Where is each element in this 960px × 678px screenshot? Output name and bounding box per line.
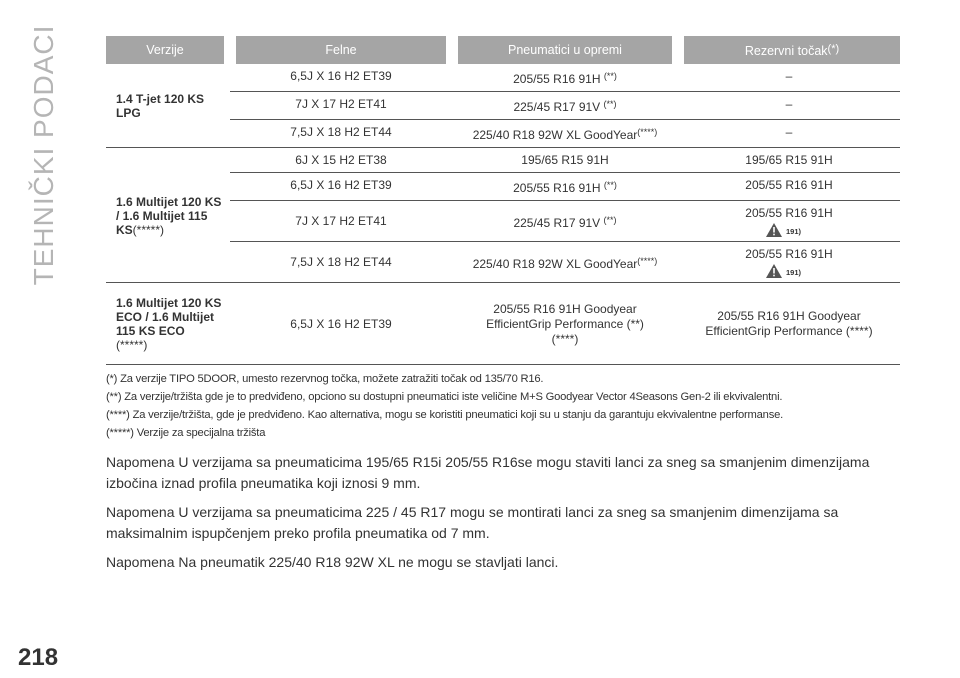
header-versions: Verzije (106, 36, 230, 64)
rim-cell: 6,5J X 16 H2 ET39 (230, 283, 452, 365)
rim-cell: 6,5J X 16 H2 ET39 (230, 173, 452, 201)
table-header-row (106, 36, 900, 64)
rim-cell: 7,5J X 18 H2 ET44 (230, 120, 452, 148)
header-rims: Felne (230, 36, 452, 64)
spare-cell: 205/55 R16 91H 191) (678, 242, 900, 283)
version-cell: 1.6 Multijet 120 KS / 1.6 Multijet 115 KS(*****) (106, 148, 230, 283)
spare-cell: – (678, 64, 900, 92)
spare-cell: – (678, 120, 900, 148)
footnote: (**) Za verzije/tržišta gde je to predviđeno, opciono su dostupni pneumatici iste veličine M+S Goodyear Vector 4Seasons Gen-2 ili ekvivalentni. (106, 391, 783, 403)
spare-cell: 205/55 R16 91H (678, 173, 900, 201)
rim-cell: 7,5J X 18 H2 ET44 (230, 242, 452, 283)
rim-cell: 6J X 15 H2 ET38 (230, 148, 452, 173)
note-paragraph: Napomena U verzijama sa pneumaticima 225 / 45 R17 mogu se montirati lanci za sneg sa smanjenim dimenzijama sa maksimalnim ispupčenjem preko profila pneumatika od 7 mm. (106, 504, 839, 541)
table-row (106, 148, 900, 173)
rim-cell: 7J X 17 H2 ET41 (230, 92, 452, 120)
tire-cell: 205/55 R16 91H (**) (452, 64, 678, 92)
rim-cell: 6,5J X 16 H2 ET39 (230, 64, 452, 92)
warning-badge: 191) (766, 264, 812, 278)
wheel-tire-spec-table (106, 36, 900, 365)
note-paragraph: Napomena Na pneumatik 225/40 R18 92W XL ne mogu se stavljati lanci. (106, 554, 559, 570)
version-cell: 1.6 Multijet 120 KS ECO / 1.6 Multijet 115 KS ECO (*****) (106, 283, 230, 365)
table-row (106, 64, 900, 92)
version-cell: 1.4 T-jet 120 KS LPG (106, 64, 230, 148)
warning-triangle-icon (766, 264, 782, 278)
footnote: (*****) Verzije za specijalna tržišta (106, 427, 266, 439)
footnote: (*) Za verzije TIPO 5DOOR, umesto rezervnog točka, možete zatražiti točak od 135/70 R16. (106, 373, 544, 385)
header-tires: Pneumatici u opremi (452, 36, 678, 64)
footnote: (****) Za verzije/tržišta, gde je predviđeno. Kao alternativa, mogu se koristiti pneumatici koji su u stanju da garantuju ekvivalentne performanse. (106, 409, 784, 421)
side-title-text: TEHNIČKI PODACI (28, 24, 59, 286)
spare-cell: 195/65 R15 91H (678, 148, 900, 173)
tire-cell: 225/45 R17 91V (**) (452, 201, 678, 242)
tire-cell: 225/40 R18 92W XL GoodYear(****) (452, 242, 678, 283)
tire-cell: 205/55 R16 91H Goodyear EfficientGrip Performance (**) (****) (452, 283, 678, 365)
table-row (106, 283, 900, 365)
rim-cell: 7J X 17 H2 ET41 (230, 201, 452, 242)
tire-cell: 225/40 R18 92W XL GoodYear(****) (452, 120, 678, 148)
tire-cell: 225/45 R17 91V (**) (452, 92, 678, 120)
spare-cell: 205/55 R16 91H 191) (678, 201, 900, 242)
warning-triangle-icon (766, 223, 782, 237)
page-number: 218 (18, 644, 59, 671)
spare-cell: – (678, 92, 900, 120)
footnotes (106, 372, 906, 444)
notes (106, 452, 906, 581)
section-side-title (22, 24, 66, 286)
warning-badge: 191) (766, 223, 812, 237)
header-spare-wheel: Rezervni točak(*) (678, 36, 900, 64)
tire-cell: 195/65 R15 91H (452, 148, 678, 173)
note-paragraph: Napomena U verzijama sa pneumaticima 195/65 R15i 205/55 R16se mogu staviti lanci za sneg sa smanjenim dimenzijama izbočina iznad profila pneumatika koji iznosi 9 mm. (106, 454, 870, 491)
tire-cell: 205/55 R16 91H (**) (452, 173, 678, 201)
spare-cell: 205/55 R16 91H Goodyear EfficientGrip Performance (****) (678, 283, 900, 365)
